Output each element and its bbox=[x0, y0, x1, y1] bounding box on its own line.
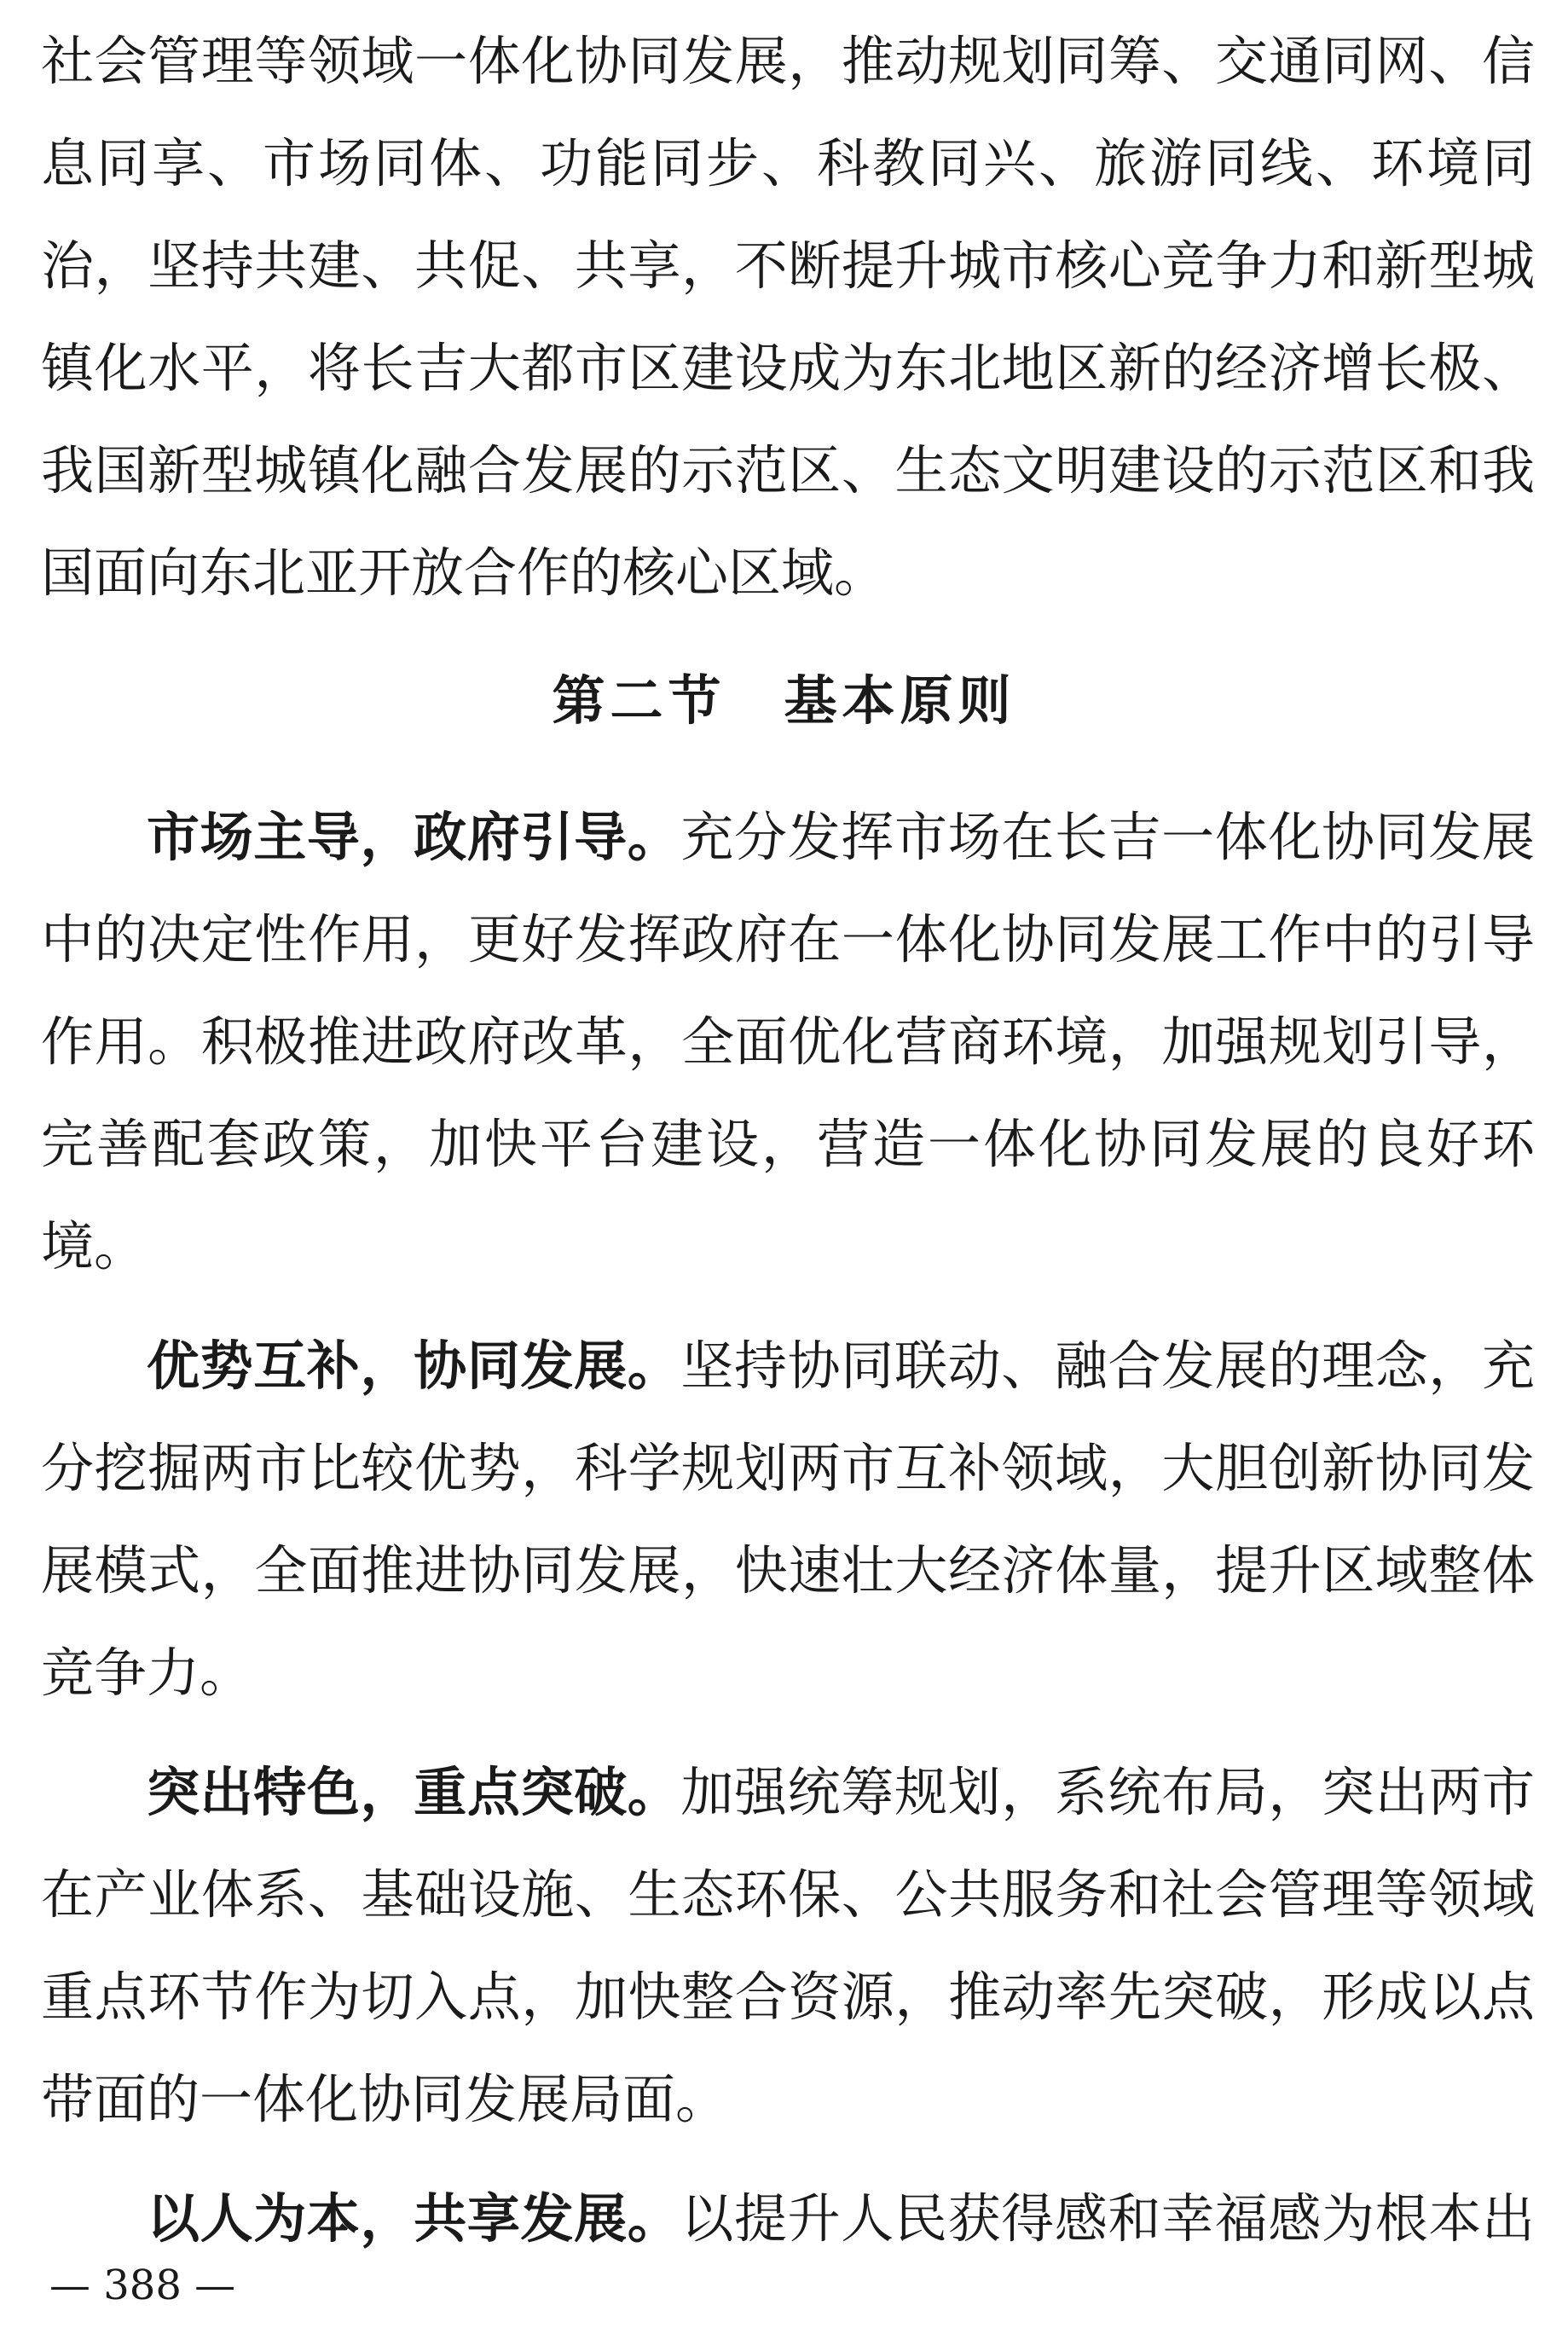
principle-line: 境。 bbox=[41, 1215, 148, 1277]
principle-text: 加强统筹规划，系统布局，突出两市 bbox=[680, 1761, 1535, 1823]
principle-line: 在产业体系、基础设施、生态环保、公共服务和社会管理等领域 bbox=[41, 1863, 1535, 1926]
intro-line: 我国新型城镇化融合发展的示范区、生态文明建设的示范区和我 bbox=[41, 439, 1535, 501]
principle-line: 分挖掘两市比较优势，科学规划两市互补领域，大胆创新协同发 bbox=[41, 1437, 1535, 1499]
principle-text: 坚持协同联动、融合发展的理念，充 bbox=[680, 1335, 1535, 1397]
intro-line: 国面向东北亚开放合作的核心区域。 bbox=[41, 542, 888, 604]
principle-title: 突出特色，重点突破。 bbox=[147, 1761, 681, 1823]
section-heading: 第二节 基本原则 bbox=[552, 669, 1016, 732]
principle-text: 以提升人民获得感和幸福感为根本出 bbox=[680, 2187, 1535, 2250]
principle-text: 充分发挥市场在长吉一体化协同发展 bbox=[680, 806, 1535, 868]
principle-first-line bbox=[147, 1750, 1535, 1835]
principle-line: 重点环节作为切入点，加快整合资源，推动率先突破，形成以点 bbox=[41, 1966, 1535, 2028]
principle-line: 作用。积极推进政府改革，全面优化营商环境，加强规划引导， bbox=[41, 1011, 1535, 1073]
principle-title: 优势互补，协同发展。 bbox=[147, 1335, 681, 1397]
principle-line: 带面的一体化协同发展局面。 bbox=[41, 2068, 729, 2130]
principle-title: 市场主导，政府引导。 bbox=[147, 806, 681, 868]
intro-line: 镇化水平，将长吉大都市区建设成为东北地区新的经济增长极、 bbox=[41, 337, 1535, 399]
principle-line: 展模式，全面推进协同发展，快速壮大经济体量，提升区域整体 bbox=[41, 1539, 1535, 1602]
intro-line: 治，坚持共建、共促、共享，不断提升城市核心竞争力和新型城 bbox=[41, 235, 1535, 297]
principle-first-line bbox=[147, 1323, 1535, 1409]
intro-line: 社会管理等领域一体化协同发展，推动规划同筹、交通同网、信 bbox=[41, 30, 1535, 92]
principle-title: 以人为本，共享发展。 bbox=[147, 2187, 681, 2250]
principle-line: 完善配套政策，加快平台建设，营造一体化协同发展的良好环 bbox=[41, 1113, 1535, 1175]
principle-line: 竞争力。 bbox=[41, 1642, 253, 1704]
principle-first-line bbox=[147, 2176, 1535, 2262]
intro-line: 息同享、市场同体、功能同步、科教同兴、旅游同线、环境同 bbox=[41, 132, 1535, 194]
principle-line: 中的决定性作用，更好发挥政府在一体化协同发展工作中的引导 bbox=[41, 908, 1535, 970]
page-number: — 388 — bbox=[49, 2262, 236, 2309]
principle-first-line bbox=[147, 795, 1535, 880]
